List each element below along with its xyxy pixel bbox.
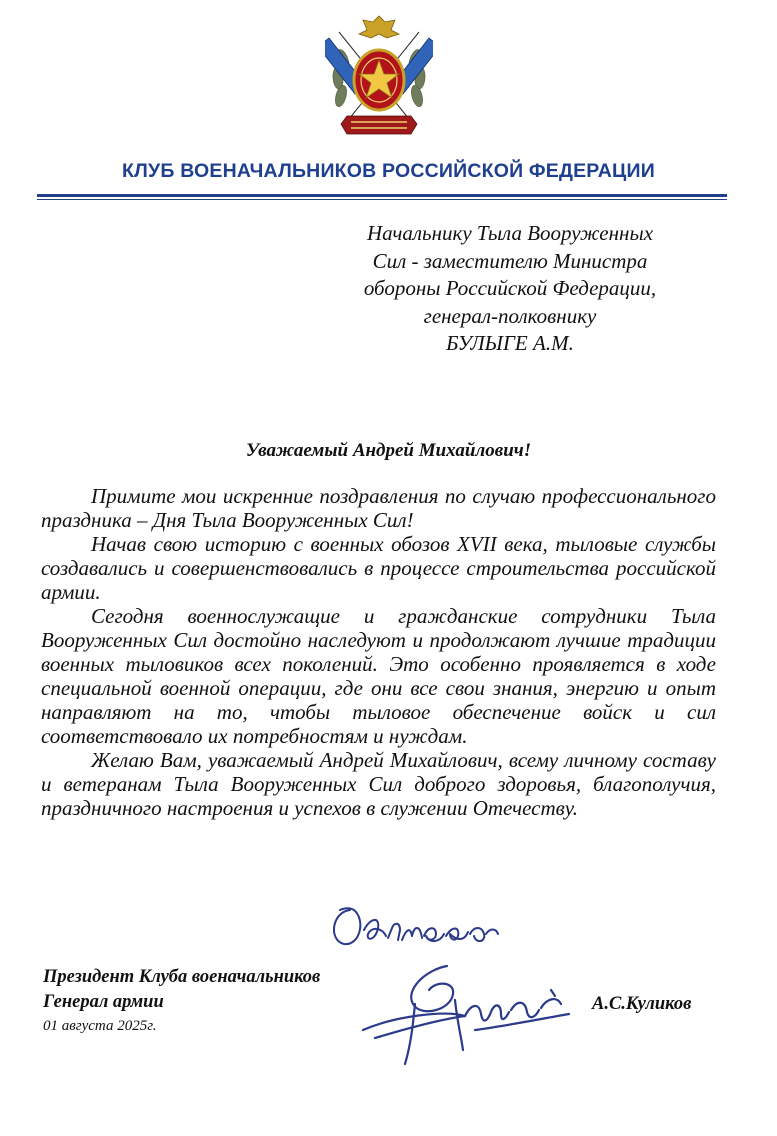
body-paragraph: Начав свою историю с военных обозов XVII века, тыловые службы создавались и совершенствовались в процессе строительства российской армии. [41,532,716,604]
signer-name: А.С.Куликов [592,994,692,1014]
military-leaders-club-emblem-icon [325,12,433,142]
letter-body [41,484,716,820]
signer-rank: Генерал армии [43,992,164,1012]
addressee-name: БУЛЫГЕ А.М. [446,331,574,355]
body-paragraph: Сегодня военнослужащие и гражданские сотрудники Тыла Вооруженных Сил достойно наследуют и продолжают лучшие традиции военных тыловиков всех поколений. Это особенно проявляется в ходе специальной военной операции, где они все свои знания, энергию и опыт направляют на то, чтобы тыловое обеспечение войск и сил соответствовало их потребностям и нуждам. [41,604,716,748]
header-rule [37,194,727,197]
signature [355,960,580,1070]
signer-title: Президент Клуба военачальников [43,967,321,987]
addressee-line: Сил - заместителю Министра [372,248,648,273]
handwritten-note [320,900,520,954]
addressee-line: генерал-полковнику [423,303,597,328]
body-paragraph: Желаю Вам, уважаемый Андрей Михайлович, всему личному составу и ветеранам Тыла Вооруженных Сил доброго здоровья, благополучия, праздничного настроения и успехов в служении Отечеству. [41,748,716,820]
letter-date: 01 августа 2025г. [43,1018,157,1034]
body-paragraph: Примите мои искренние поздравления по случаю профессионального праздника – Дня Тыла Вооруженных Сил! [41,484,716,532]
salutation: Уважаемый Андрей Михайлович! [245,440,532,461]
organization-title: КЛУБ ВОЕНАЧАЛЬНИКОВ РОССИЙСКОЙ ФЕДЕРАЦИИ [122,160,655,182]
signer-block [43,965,320,1036]
addressee-line: обороны Российской Федерации, [363,276,657,300]
header-rule-thin [37,199,727,200]
addressee-block [330,220,690,358]
addressee-line: Начальнику Тыла Вооруженных [366,221,654,245]
